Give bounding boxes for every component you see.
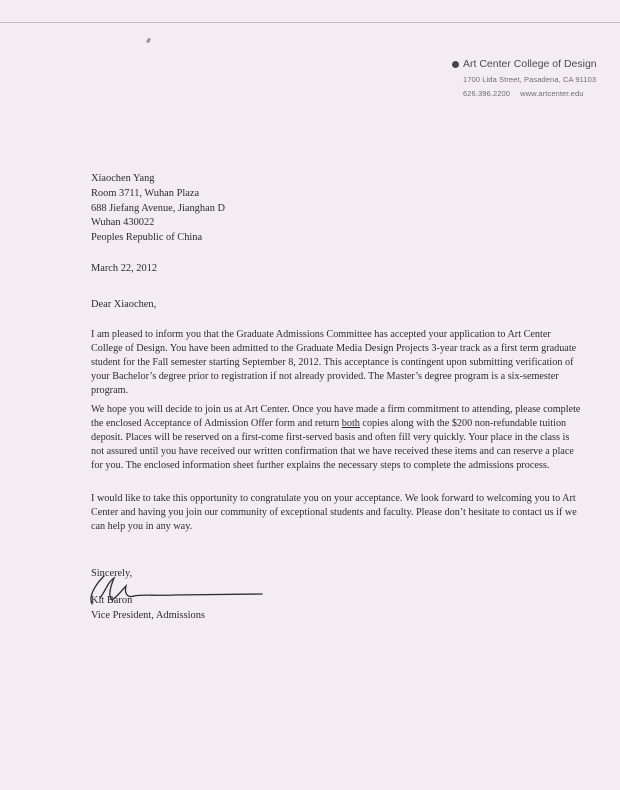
- letter-date: March 22, 2012: [91, 263, 158, 274]
- paragraph-commitment: [91, 403, 581, 473]
- institution-address: 1700 Lida Street, Pasadena, CA 91103: [463, 75, 597, 84]
- paragraph-text: copies along with the $200 non-refundable tuition deposit. Places will be reserved on a first-come first-served basis and often fill very quickly. Your place in the class is not assured until you have received our written confirmation that we have received these items and can reserve a place for you. The enclosed information sheet further explains the necessary steps to complete the admissions process.: [91, 417, 574, 471]
- institution-website: www.artcenter.edu: [520, 89, 584, 98]
- signer-name: Kit Baron: [91, 595, 133, 606]
- logo-dot-icon: [452, 61, 459, 68]
- recipient-line: Wuhan 430022: [91, 217, 155, 229]
- recipient-line: Room 3711, Wuhan Plaza: [91, 187, 200, 199]
- institution-contact: [463, 89, 597, 98]
- paragraph-text: We hope you will decide to join us at Art Center. Once you have made a firm commitment to attending, please complete the enclosed Acceptance of Admission Offer form and return: [91, 404, 581, 429]
- underlined-word: both: [341, 417, 360, 429]
- signer-block: [91, 594, 205, 624]
- institution-name: Art Center College of Design: [463, 58, 597, 70]
- closing: Sincerely,: [91, 568, 133, 579]
- letterhead-name-row: [452, 58, 597, 70]
- institution-phone: 626.396.2200: [463, 89, 511, 98]
- signer-title: Vice President, Admissions: [91, 609, 205, 621]
- paper-speck: [146, 38, 151, 44]
- recipient-address: [91, 172, 225, 246]
- recipient-line: Xiaochen Yang: [91, 173, 155, 184]
- salutation: Dear Xiaochen,: [91, 299, 157, 310]
- recipient-line: 688 Jiefang Avenue, Jianghan D: [91, 202, 225, 214]
- paragraph-congratulations: I would like to take this opportunity to congratulate you on your acceptance. We look forward to welcoming you to Art Center and having you join our community of exceptional students and faculty. Please don’t hesitate to contact us if we can help you in any way.: [91, 493, 577, 532]
- recipient-line: Peoples Republic of China: [91, 232, 203, 244]
- top-rule: [0, 22, 620, 23]
- paragraph-acceptance: I am pleased to inform you that the Graduate Admissions Committee has accepted your application to Art Center College of Design. You have been admitted to the Graduate Media Design Projects 3-year track as a first term graduate student for the Fall semester starting September 8, 2012. This acceptance is contingent upon submitting verification of your Bachelor’s degree prior to registration if not already provided. The Master’s degree program is a six-semester program.: [91, 329, 577, 396]
- letterhead: [452, 58, 597, 98]
